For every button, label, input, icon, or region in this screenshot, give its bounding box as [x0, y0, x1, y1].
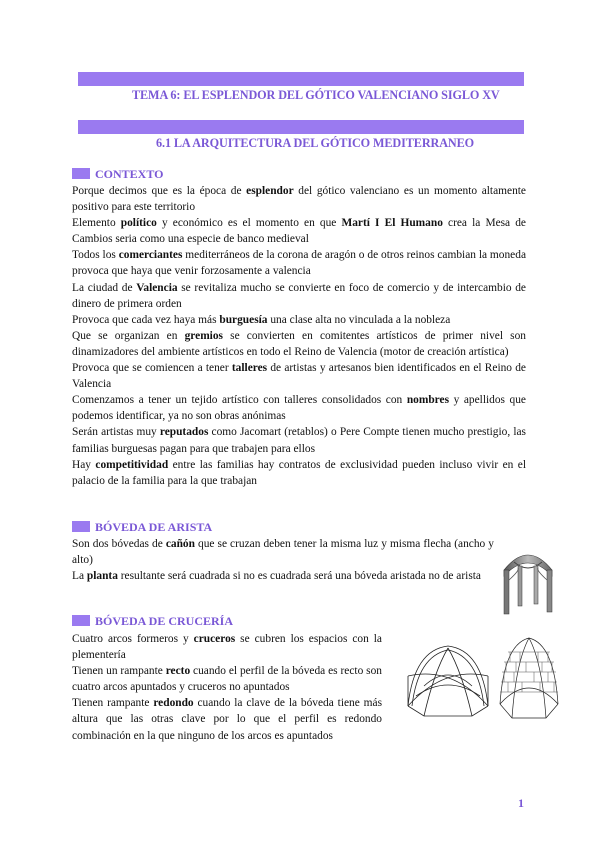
paragraph: Comenzamos a tener un tejido artístico con talleres consolidados con nombres y apellidos que podemos identificar, ya no son obras anónimas [72, 394, 526, 423]
heading-cruceria-label: BÓVEDA DE CRUCERÍA [95, 614, 234, 628]
heading-contexto [72, 167, 163, 182]
paragraph: Cuatro arcos formeros y cruceros se cubren los espacios con la plementería [72, 633, 382, 662]
paragraph: La ciudad de Valencia se revitaliza mucho se convierte en foco de comercio y de intercambio de dinero de primera orden [72, 281, 526, 310]
paragraph: Tienen rampante redondo cuando la clave de la bóveda tiene más altura que las otras clave por lo que el perfil es redondo combinación en la que ninguno de los arcos es apuntados [72, 697, 382, 742]
contexto-body [72, 183, 526, 489]
paragraph: Que se organizan en gremios se convierten en comitentes artísticos de primer nivel son dinamizadores del ambiente artísticos en todo el Reino de Valencia (motor de creación artística) [72, 329, 526, 358]
rib-vault-drawing-right [496, 632, 562, 724]
paragraph: La planta resultante será cuadrada si no es cuadrada será una bóveda aristada no de arista [72, 570, 481, 583]
heading-boveda-cruceria [72, 614, 233, 629]
section-subtitle: 6.1 LA ARQUITECTURA DEL GÓTICO MEDITERRANEO [156, 136, 475, 150]
cruceria-body [72, 631, 382, 744]
page-number: 1 [518, 796, 524, 810]
heading-marker [72, 521, 90, 532]
paragraph: Provoca que cada vez haya más burguesía una clase alta no vinculada a la nobleza [72, 313, 451, 326]
paragraph: Provoca que se comiencen a tener talleres de artistas y artesanos bien identificados en el Reino de Valencia [72, 362, 526, 391]
heading-contexto-label: CONTEXTO [95, 167, 164, 181]
header-band-top [78, 72, 524, 86]
paragraph: Son dos bóvedas de cañón que se cruzan deben tener la misma luz y misma flecha (ancho y alto) [72, 538, 494, 567]
paragraph: Tienen un rampante recto cuando el perfil de la bóveda es recto son cuatro arcos apuntados y cruceros no apuntados [72, 665, 382, 694]
groin-vault-illustration [500, 540, 556, 616]
rib-vault-drawing-left [404, 636, 492, 720]
page-title: TEMA 6: EL ESPLENDOR DEL GÓTICO VALENCIANO SIGLO XV [132, 88, 500, 102]
arista-body [72, 536, 494, 584]
heading-marker [72, 615, 90, 626]
heading-marker [72, 168, 90, 179]
header-band-bottom [78, 120, 524, 134]
paragraph: Elemento político y económico es el momento en que Martí I El Humano crea la Mesa de Cambios seria como una especie de banco medieval [72, 217, 526, 246]
heading-boveda-arista [72, 520, 212, 535]
paragraph: Hay competitividad entre las familias hay contratos de exclusividad pueden incluso vivir en el palacio de la familia para la que trabajan [72, 458, 526, 487]
paragraph: Porque decimos que es la época de esplendor del gótico valenciano es un momento altamente positivo para este territorio [72, 185, 526, 214]
paragraph: Serán artistas muy reputados como Jacomart (retablos) o Pere Compte tienen mucho prestigio, las familias burguesas pagan para que trabajen para ellos [72, 426, 526, 455]
paragraph: Todos los comerciantes mediterráneos de la corona de aragón o de otros reinos cambian la moneda provoca que haya que venir forzosamente a valencia [72, 249, 526, 278]
heading-arista-label: BÓVEDA DE ARISTA [95, 520, 213, 534]
